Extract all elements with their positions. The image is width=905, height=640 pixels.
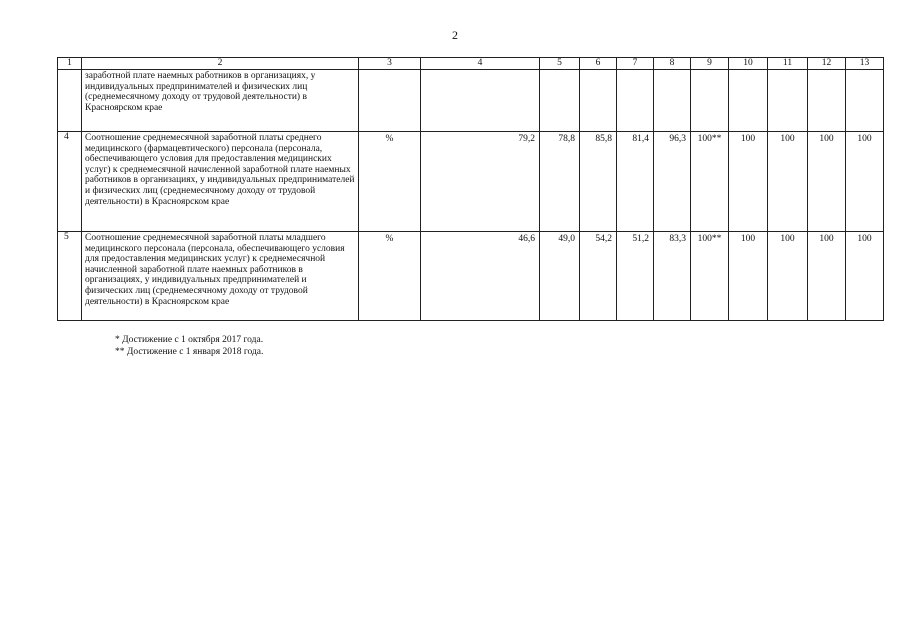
- unit-cell: [359, 70, 421, 132]
- value-cell: 100: [846, 232, 884, 321]
- column-header: 13: [846, 58, 884, 70]
- value-cell: 49,0: [540, 232, 580, 321]
- value-cell: 79,2: [421, 132, 540, 232]
- value-cell: 96,3: [654, 132, 691, 232]
- column-header: 3: [359, 58, 421, 70]
- value-cell: [540, 70, 580, 132]
- value-cell: [846, 70, 884, 132]
- row-number: [58, 70, 82, 132]
- indicator-text: Соотношение среднемесячной заработной платы среднего медицинского (фармацевтического) персонала (персонала, обеспечивающего условия для предоставления медицинских услуг) к среднемесячной начисленной заработной плате наемных работников в организациях, у индивидуальных предпринимателей и физических лиц (среднемесячному доходу от трудовой деятельности) в Красноярском крае: [82, 132, 359, 232]
- row-number: 4: [58, 132, 82, 232]
- unit-cell: %: [359, 132, 421, 232]
- column-header: 10: [729, 58, 768, 70]
- value-cell: [768, 70, 808, 132]
- column-header: 2: [82, 58, 359, 70]
- value-cell: [421, 70, 540, 132]
- column-header: 6: [580, 58, 617, 70]
- indicator-text: Соотношение среднемесячной заработной платы младшего медицинского персонала (персонала, обеспечивающего условия для предоставления медицинских услуг) к среднемесячной начисленной заработной плате наемных работников в организациях, у индивидуальных предпринимателей и физических лиц (среднемесячному доходу от трудовой деятельности) в Красноярском крае: [82, 232, 359, 321]
- value-cell: 100: [846, 132, 884, 232]
- value-cell: 51,2: [617, 232, 654, 321]
- column-header: 9: [691, 58, 729, 70]
- value-cell: 100: [808, 132, 846, 232]
- value-cell: [580, 70, 617, 132]
- column-header: 8: [654, 58, 691, 70]
- value-cell: [654, 70, 691, 132]
- column-header: 7: [617, 58, 654, 70]
- value-cell: 100: [729, 232, 768, 321]
- table-row: [58, 232, 884, 321]
- value-cell: 100**: [691, 132, 729, 232]
- column-header: 4: [421, 58, 540, 70]
- value-cell: 46,6: [421, 232, 540, 321]
- value-cell: [691, 70, 729, 132]
- page-number: 2: [452, 28, 458, 42]
- value-cell: [729, 70, 768, 132]
- column-header: 1: [58, 58, 82, 70]
- column-header: 11: [768, 58, 808, 70]
- value-cell: 100: [768, 232, 808, 321]
- value-cell: 83,3: [654, 232, 691, 321]
- indicator-text: заработной плате наемных работников в организациях, у индивидуальных предпринимателей и физических лиц (среднемесячному доходу от трудовой деятельности) в Красноярском крае: [82, 70, 359, 132]
- value-cell: [808, 70, 846, 132]
- value-cell: 54,2: [580, 232, 617, 321]
- table-row: [58, 132, 884, 232]
- column-header: 5: [540, 58, 580, 70]
- value-cell: 78,8: [540, 132, 580, 232]
- value-cell: 100**: [691, 232, 729, 321]
- value-cell: [617, 70, 654, 132]
- unit-cell: %: [359, 232, 421, 321]
- value-cell: 100: [768, 132, 808, 232]
- row-number: 5: [58, 232, 82, 321]
- data-table: [57, 57, 884, 321]
- column-number-row: [58, 58, 884, 70]
- footnotes: [115, 334, 263, 358]
- footnote: * Достижение с 1 октября 2017 года.: [115, 335, 264, 345]
- value-cell: 85,8: [580, 132, 617, 232]
- value-cell: 100: [729, 132, 768, 232]
- value-cell: 100: [808, 232, 846, 321]
- table-row: [58, 70, 884, 132]
- value-cell: 81,4: [617, 132, 654, 232]
- column-header: 12: [808, 58, 846, 70]
- footnote: ** Достижение с 1 января 2018 года.: [115, 347, 264, 357]
